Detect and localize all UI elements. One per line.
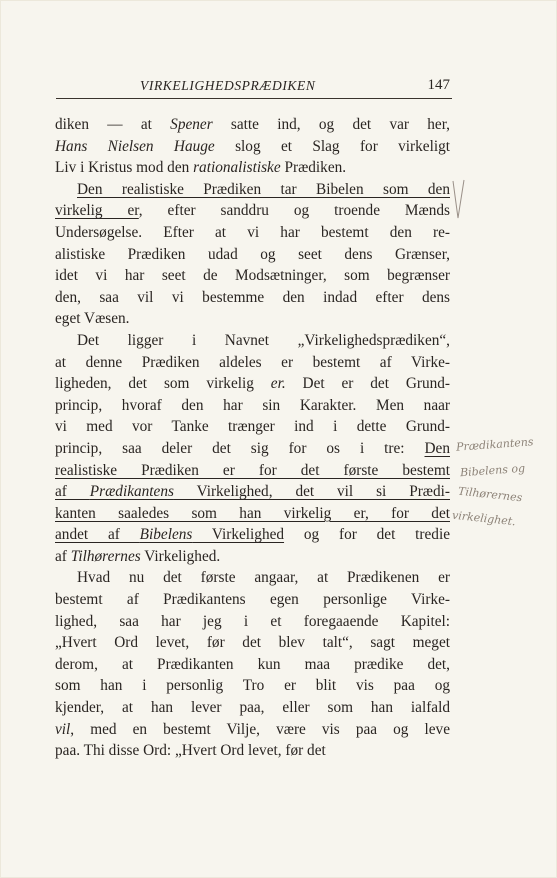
text-segment: Undersøgelse. Efter at vi har bestemt den re- bbox=[55, 223, 450, 241]
text-line bbox=[55, 330, 450, 352]
text-line bbox=[55, 719, 450, 741]
page-number: 147 bbox=[427, 77, 450, 93]
handwritten-margin-note bbox=[452, 436, 557, 546]
text-line bbox=[55, 524, 450, 546]
margin-note-line: Tilhørernes bbox=[457, 484, 523, 505]
margin-check-mark bbox=[452, 178, 466, 222]
text-segment: Bibelens bbox=[139, 526, 193, 544]
text-line bbox=[55, 740, 450, 762]
text-segment: Det er det Grund- bbox=[285, 375, 451, 393]
text-segment: Virkelighed bbox=[192, 526, 285, 544]
text-segment: som han i personlig Tro er blit vis paa og bbox=[55, 677, 450, 695]
text-line bbox=[55, 244, 450, 266]
text-line bbox=[55, 395, 450, 417]
text-line bbox=[55, 438, 450, 460]
text-segment: ligheden, det som virkelig bbox=[55, 375, 271, 393]
text-segment: og for det tredie bbox=[284, 526, 450, 544]
body-text bbox=[55, 114, 450, 762]
running-title: VIRKELIGHEDSPRÆDIKEN bbox=[140, 78, 316, 93]
text-line bbox=[55, 567, 450, 589]
text-segment: virkelig er bbox=[55, 202, 139, 220]
text-segment: slog et Slag for virkeligt bbox=[214, 137, 450, 155]
text-segment: princip, hvoraf den har sin Karakter. Men naar bbox=[55, 396, 450, 414]
text-line bbox=[55, 179, 450, 201]
text-line bbox=[55, 136, 450, 158]
text-segment: Hvad nu det første angaar, at Prædikenen er bbox=[77, 569, 450, 587]
margin-note-line: virkelighet. bbox=[451, 508, 517, 529]
text-segment: af bbox=[55, 547, 71, 565]
text-line bbox=[55, 308, 450, 330]
margin-note-line: Bibelens og bbox=[459, 461, 526, 480]
text-segment: , med en bestemt Vilje, være vis paa og leve bbox=[70, 720, 450, 738]
text-segment: Prædikantens bbox=[89, 483, 174, 501]
running-head bbox=[56, 76, 452, 99]
text-segment: vi med vor Tanke trænger ind i dette Grund- bbox=[55, 418, 450, 436]
text-line bbox=[55, 200, 450, 222]
text-line bbox=[55, 697, 450, 719]
text-segment: princip, saa deler det sig for os i tre: bbox=[55, 439, 425, 457]
text-segment: Prædiken. bbox=[280, 159, 347, 177]
text-segment: bestemt af Prædikantens egen personlige Virke- bbox=[55, 591, 450, 609]
text-line bbox=[55, 481, 450, 503]
text-segment: derom, at Prædikanten kun maa prædike det, bbox=[55, 655, 450, 673]
text-line bbox=[55, 632, 450, 654]
text-segment: Liv i Kristus mod den bbox=[55, 159, 194, 177]
text-line bbox=[55, 589, 450, 611]
text-segment: diken — at bbox=[55, 116, 171, 133]
text-segment: er. bbox=[270, 375, 286, 393]
text-segment: andet af bbox=[55, 526, 140, 544]
text-segment: Den realistiske Prædiken tar Bibelen som den bbox=[77, 180, 450, 198]
text-line bbox=[55, 222, 450, 244]
text-line bbox=[55, 611, 450, 633]
text-line bbox=[55, 416, 450, 438]
text-segment: alistiske Prædiken udad og seet dens Grænser, bbox=[55, 245, 450, 263]
text-segment: Hans Nielsen Hauge bbox=[55, 137, 215, 155]
text-line bbox=[55, 265, 450, 287]
text-segment: rationalistiske bbox=[193, 159, 281, 177]
text-segment: Tilhørernes bbox=[70, 547, 141, 565]
text-line bbox=[55, 287, 450, 309]
text-segment: den, saa vil vi bestemme den indad efter dens bbox=[55, 288, 450, 306]
text-line bbox=[55, 352, 450, 374]
text-line bbox=[55, 373, 450, 395]
text-segment: Det ligger i Navnet „Virkelighedsprædiken“, bbox=[77, 331, 450, 349]
text-segment: „Hvert Ord levet, før det blev talt“, sagt meget bbox=[55, 634, 450, 652]
text-segment: lighed, saa har jeg i et foregaaende Kapitel: bbox=[55, 612, 450, 630]
text-line bbox=[55, 114, 450, 136]
text-line bbox=[55, 503, 450, 525]
text-line bbox=[55, 654, 450, 676]
text-segment: Virkelighed. bbox=[140, 547, 221, 565]
text-segment: eget Væsen. bbox=[55, 310, 130, 328]
text-segment: Spener bbox=[170, 116, 213, 133]
text-segment: kanten saaledes som han virkelig er, for det bbox=[55, 504, 450, 522]
text-segment: , efter sanddru og troende Mænds bbox=[138, 202, 450, 220]
text-segment: at denne Prædiken aldeles er bestemt af Virke- bbox=[55, 353, 450, 371]
text-segment: idet vi har seet de Modsætninger, som begrænser bbox=[55, 267, 450, 285]
text-segment: Virkelighed, det vil si Prædi- bbox=[173, 483, 450, 501]
text-line bbox=[55, 675, 450, 697]
text-segment: satte ind, og det var her, bbox=[212, 116, 451, 133]
text-line bbox=[55, 546, 450, 568]
text-segment: paa. Thi disse Ord: „Hvert Ord levet, før det bbox=[55, 742, 326, 760]
text-segment: realistiske Prædiken er for det første bestemt bbox=[55, 461, 450, 479]
text-segment: Den bbox=[424, 439, 450, 457]
text-segment: vil bbox=[55, 720, 71, 738]
margin-note-line: Prædikantens bbox=[455, 435, 534, 454]
text-segment: kjender, at han lever paa, eller som han ialfald bbox=[55, 699, 450, 717]
text-segment: af bbox=[55, 483, 90, 501]
text-line bbox=[55, 157, 450, 179]
text-line bbox=[55, 460, 450, 482]
